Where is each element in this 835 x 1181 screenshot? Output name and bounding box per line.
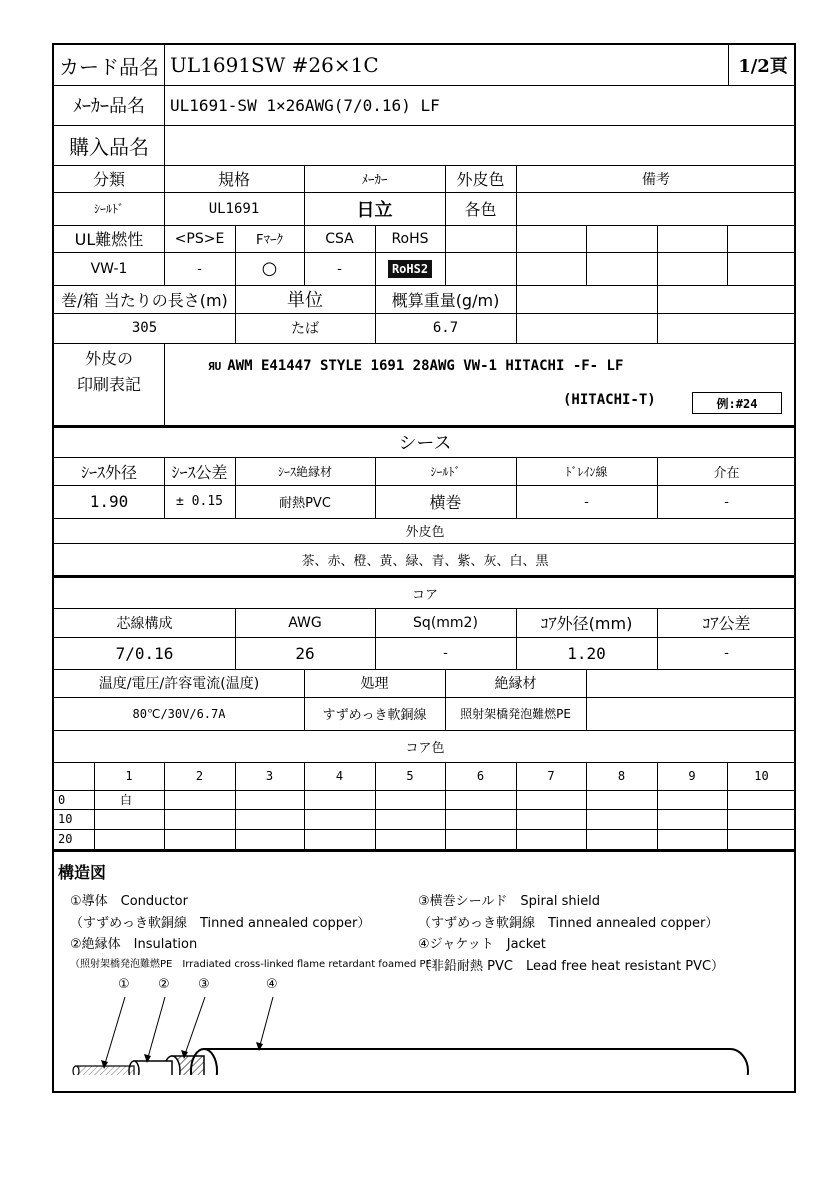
drain-header: ﾄﾞﾚｲﾝ線	[565, 464, 608, 479]
core-tolerance-value: -	[724, 645, 729, 661]
structure-item: ③横巻シールド Spiral shield	[418, 894, 601, 909]
core-color-col: 8	[617, 769, 626, 783]
callout-2: ②	[158, 977, 170, 992]
length-value: 305	[131, 320, 158, 336]
rohs2-badge: RoHS2	[388, 260, 432, 278]
callout-3: ③	[198, 977, 210, 992]
page-number: 1/2頁	[738, 56, 788, 77]
printing-label-line1: 外皮の	[84, 348, 133, 368]
structure-item: （非鉛耐熱 PVC Lead free heat resistant PVC）	[418, 959, 725, 974]
classification-header: 分類	[92, 170, 125, 189]
col-divider	[164, 343, 165, 425]
classification-value: ｼｰﾙﾄﾞ	[93, 202, 124, 216]
col-divider	[516, 285, 517, 343]
awg-value: 26	[295, 643, 315, 663]
core-color-col: 4	[335, 769, 344, 783]
core-color-row-index: 0	[58, 792, 66, 807]
sheath-tolerance-value: ± 0.15	[176, 494, 223, 509]
callout-4: ④	[266, 977, 278, 992]
insulation-header: 絶縁材	[494, 676, 537, 692]
ul-flame-value: VW-1	[90, 260, 128, 277]
sheath-od-value: 1.90	[89, 492, 129, 511]
csa-header: CSA	[325, 230, 354, 247]
core-title: コア	[411, 587, 438, 603]
printing-line2: (HITACHI-T)	[563, 392, 656, 408]
sheath-insulation-header: ｼｰｽ絶縁材	[277, 464, 332, 479]
row-divider	[54, 343, 794, 344]
leader-1	[104, 997, 125, 1067]
core-color-col: 2	[195, 769, 204, 783]
core-color-row-index: 10	[58, 812, 73, 826]
sheath-tolerance-header: ｼｰｽ公差	[171, 462, 228, 482]
card-name-label: カード品名	[59, 54, 159, 79]
strand-header: 芯線構成	[116, 615, 173, 632]
leader-4	[259, 997, 273, 1049]
spec-sheet	[52, 43, 796, 1093]
ul-flame-header: UL難燃性	[74, 230, 144, 249]
sheath-od-header: ｼｰｽ外径	[80, 462, 137, 482]
core-color-col: 7	[547, 769, 555, 783]
unit-value: たば	[291, 321, 319, 337]
core-color-col: 3	[265, 769, 274, 783]
remarks-header: 備考	[642, 171, 670, 188]
sheath-color-list: 茶、赤、橙、黄、緑、青、紫、灰、白、黒	[301, 553, 549, 569]
sq-value: -	[443, 645, 448, 661]
core-color-col: 9	[688, 769, 696, 783]
col-divider	[657, 225, 658, 285]
card-name-value: UL1691SW #26×1C	[170, 53, 379, 77]
f-mark-header: Fﾏｰｸ	[256, 233, 283, 248]
printing-line1	[204, 355, 764, 377]
treatment-header: 処理	[360, 676, 389, 692]
rating-header: 温度/電圧/許容電流(温度)	[98, 676, 260, 692]
col-divider	[727, 225, 728, 285]
maker-name-value: UL1691-SW 1×26AWG(7/0.16) LF	[170, 95, 440, 115]
pse-header: <PS>E	[174, 230, 225, 247]
example-box: 例:#24	[692, 392, 782, 414]
core-color-cell: 白	[120, 793, 133, 807]
printing-text-line1: AWM E41447 STYLE 1691 28AWG VW-1 HITACHI -F- LF	[227, 358, 624, 374]
structure-item: ①導体 Conductor	[70, 894, 188, 909]
section-divider	[54, 849, 794, 852]
remarks-value	[516, 192, 796, 225]
callout-1: ①	[118, 977, 130, 992]
weight-header: 概算重量(g/m)	[391, 290, 500, 310]
col-divider	[164, 45, 165, 165]
purchase-name-value	[166, 125, 796, 165]
core-od-header: ｺｱ外径(mm)	[540, 614, 633, 633]
col-divider	[657, 285, 658, 343]
leader-2	[147, 997, 165, 1061]
standard-header: 規格	[217, 170, 250, 189]
maker-value: 日立	[356, 199, 393, 221]
sheath-title: シース	[398, 433, 452, 454]
core-tolerance-header: ｺｱ公差	[702, 614, 751, 633]
length-header: 巻/箱 当たりの長さ(m)	[61, 290, 228, 310]
strand-value: 7/0.16	[115, 643, 174, 663]
insulation-shape	[134, 1061, 172, 1075]
weight-value: 6.7	[432, 320, 459, 336]
core-color-row-index: 20	[58, 832, 73, 846]
core-color-col: 6	[476, 769, 485, 783]
core-color-col: 1	[125, 769, 133, 783]
core-color-title: コア色	[405, 740, 445, 756]
structure-item: （すずめっき軟銅線 Tinned annealed copper）	[418, 916, 719, 931]
rating-value: 80℃/30V/6.7A	[132, 706, 226, 721]
structure-item: ④ジャケット Jacket	[418, 937, 546, 952]
rohs-header: RoHS	[391, 230, 429, 247]
shield-value: 横巻	[429, 493, 462, 512]
row-divider	[54, 829, 794, 830]
core-od-value: 1.20	[567, 643, 606, 663]
structure-item: ②絶縁体 Insulation	[70, 937, 198, 952]
row-divider	[54, 790, 794, 791]
conductor-end	[73, 1066, 79, 1075]
core-color-col: 10	[754, 769, 769, 783]
maker-header: ﾒｰｶｰ	[361, 173, 388, 188]
standard-value: UL1691	[208, 200, 260, 217]
ul-logo-icon: ЯU	[208, 359, 222, 373]
core-color-col: 5	[406, 769, 414, 783]
structure-title: 構造図	[58, 863, 107, 882]
pse-value: -	[197, 260, 202, 277]
leader-3	[184, 997, 205, 1057]
maker-name-label: ﾒｰｶｰ品名	[73, 96, 145, 117]
cable-cross-section-diagram	[54, 985, 796, 1075]
jacket-shape	[204, 1049, 748, 1075]
sq-header: Sq(mm2)	[413, 614, 478, 631]
row-divider	[54, 809, 794, 810]
conductor-shape	[76, 1066, 134, 1075]
insulation-value: 照射架橋発泡難燃PE	[460, 707, 571, 721]
filler-value: -	[724, 493, 729, 510]
col-divider	[586, 225, 587, 285]
col-divider	[728, 45, 729, 85]
unit-header: 単位	[287, 290, 323, 311]
purchase-name-label: 購入品名	[69, 134, 149, 159]
col-divider	[586, 669, 587, 730]
printing-label-line2: 印刷表記	[76, 374, 141, 394]
sheath-insulation-value: 耐熱PVC	[279, 496, 331, 511]
shield-header: ｼｰﾙﾄﾞ	[430, 464, 461, 479]
rohs-cell	[375, 252, 445, 285]
treatment-value: すずめっき軟銅線	[322, 708, 427, 723]
sheath-color-title: 外皮色	[405, 525, 445, 540]
csa-value: -	[337, 260, 342, 277]
drain-value: -	[584, 493, 589, 510]
structure-item: （すずめっき軟銅線 Tinned annealed copper）	[70, 916, 371, 931]
awg-header: AWG	[288, 614, 322, 631]
f-mark-value: ○	[261, 258, 278, 279]
structure-item: （照射架橋発泡難燃PE Irradiated cross-linked flame retardant foamed PE）	[70, 959, 442, 970]
jacket-color-header: 外皮色	[456, 170, 505, 189]
filler-header: 介在	[713, 465, 740, 481]
jacket-color-value: 各色	[464, 200, 497, 219]
